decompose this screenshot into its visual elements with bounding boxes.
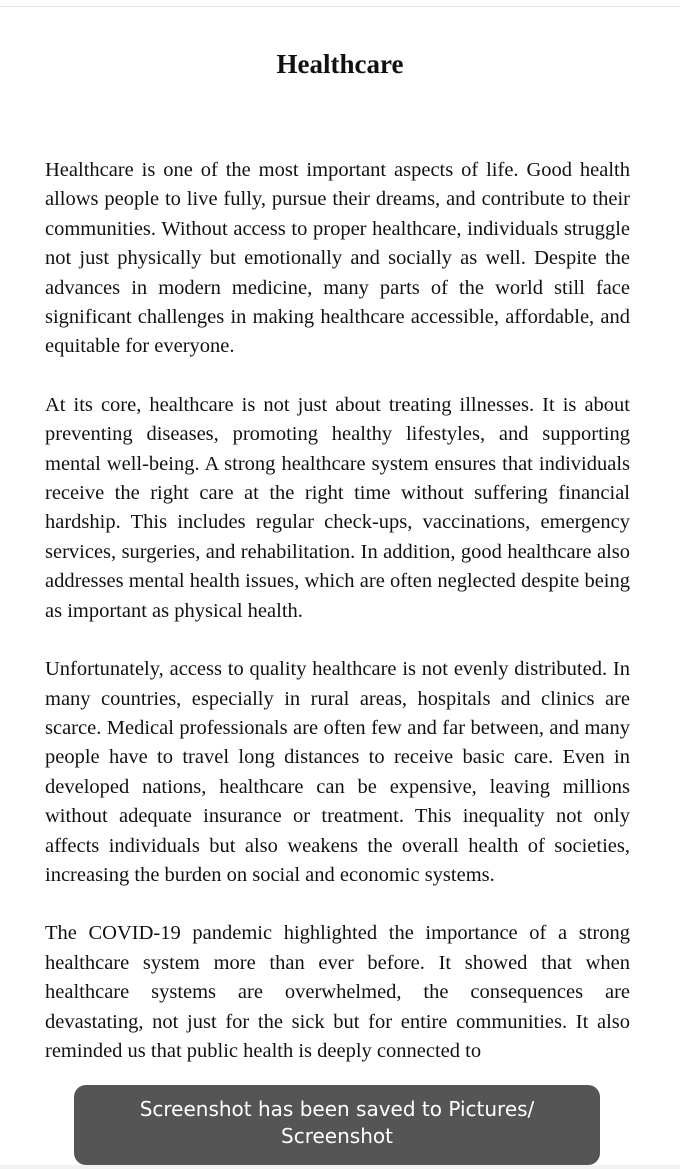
toast-message-line: Screenshot has been saved to Pictures/ <box>139 1097 535 1121</box>
document-title: Healthcare <box>276 49 404 80</box>
document-body[interactable] <box>45 156 630 1095</box>
bottom-edge <box>0 1165 680 1169</box>
screenshot-saved-toast <box>74 1085 600 1165</box>
toast-message-line: Screenshot <box>281 1124 393 1148</box>
paragraph: Healthcare is one of the most important aspects of life. Good health allows people to live fully, pursue their dreams, and contribute to their communities. Without access to proper healthcare, individuals struggle not just physically but emotionally and socially as well. Despite the advances in modern medicine, many parts of the world still face significant challenges in making healthcare accessible, affordable, and equitable for everyone. <box>45 159 630 358</box>
paragraph: At its core, healthcare is not just about treating illnesses. It is about preventing diseases, promoting healthy lifestyles, and supporting mental well-being. A strong healthcare system ensures that individuals receive the right care at the right time without suffering financial hardship. This includes regular check-ups, vaccinations, emergency services, surgeries, and rehabilitation. In addition, good healthcare also addresses mental health issues, which are often neglected despite being as important as physical health. <box>45 393 630 622</box>
paragraph: The COVID-19 pandemic highlighted the importance of a strong healthcare system more than ever before. It showed that when healthcare systems are overwhelmed, the consequences are devastating, not just for the sick but for entire communities. It also reminded us that public health is deeply connected to <box>45 922 630 1062</box>
top-divider <box>0 6 680 7</box>
paragraph: Unfortunately, access to quality healthcare is not evenly distributed. In many countries, especially in rural areas, hospitals and clinics are scarce. Medical professionals are often few and far between, and many people have to travel long distances to receive basic care. Even in developed nations, healthcare can be expensive, leaving millions without adequate insurance or treatment. This inequality not only affects individuals but also weakens the overall health of societies, increasing the burden on social and economic systems. <box>45 658 630 886</box>
